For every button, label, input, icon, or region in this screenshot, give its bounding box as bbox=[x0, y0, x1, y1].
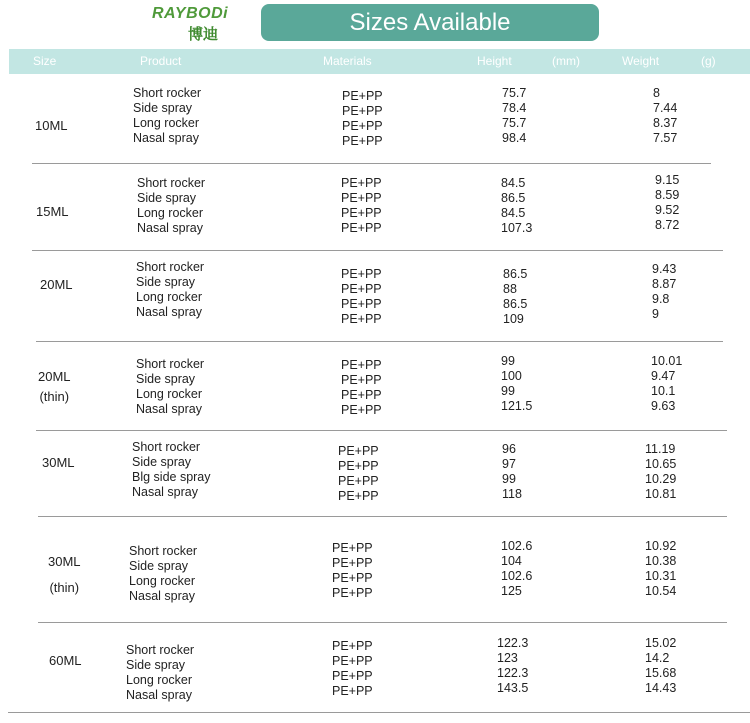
product-name: Long rocker bbox=[126, 673, 193, 687]
product-name: Short rocker bbox=[126, 643, 195, 657]
height-value: 84.5 bbox=[501, 206, 526, 220]
header-size: Size bbox=[33, 54, 57, 68]
product-name: Short rocker bbox=[136, 357, 205, 371]
product-name: Nasal spray bbox=[132, 485, 198, 499]
size-sub-label: (thin) bbox=[39, 389, 70, 404]
weight-value: 8.87 bbox=[652, 277, 677, 291]
material-value: PE+PP bbox=[341, 267, 382, 281]
row-divider bbox=[36, 341, 723, 342]
size-label: 15ML bbox=[36, 204, 69, 219]
material-value: PE+PP bbox=[341, 358, 382, 372]
weight-value: 10.1 bbox=[651, 384, 676, 398]
material-list bbox=[341, 267, 382, 327]
weight-list bbox=[645, 442, 676, 502]
sizes-banner bbox=[261, 4, 599, 41]
weight-value: 8.59 bbox=[655, 188, 680, 202]
product-name: Nasal spray bbox=[133, 131, 199, 145]
weight-list bbox=[655, 173, 679, 233]
weight-value: 14.43 bbox=[645, 681, 677, 695]
weight-value: 10.01 bbox=[651, 354, 683, 368]
material-value: PE+PP bbox=[341, 282, 382, 296]
size-sub-label: (thin) bbox=[49, 580, 80, 595]
product-name: Short rocker bbox=[132, 440, 201, 454]
weight-list bbox=[652, 262, 676, 322]
row-divider bbox=[32, 163, 711, 164]
height-list bbox=[497, 636, 528, 696]
product-name: Short rocker bbox=[133, 86, 202, 100]
weight-value: 10.54 bbox=[645, 584, 677, 598]
material-value: PE+PP bbox=[332, 684, 373, 698]
size-label: 20ML bbox=[40, 277, 73, 292]
row-divider bbox=[38, 622, 727, 623]
height-value: 75.7 bbox=[502, 116, 527, 130]
product-name: Side spray bbox=[132, 455, 192, 469]
size-label: 10ML bbox=[35, 118, 68, 133]
weight-value: 7.44 bbox=[653, 101, 678, 115]
height-value: 96 bbox=[502, 442, 516, 456]
weight-value: 9.8 bbox=[652, 292, 670, 306]
material-value: PE+PP bbox=[342, 134, 383, 148]
height-list bbox=[501, 354, 532, 414]
material-value: PE+PP bbox=[341, 312, 382, 326]
material-value: PE+PP bbox=[341, 388, 382, 402]
product-name: Long rocker bbox=[137, 206, 204, 220]
material-value: PE+PP bbox=[341, 373, 382, 387]
material-value: PE+PP bbox=[342, 119, 383, 133]
product-name: Side spray bbox=[129, 559, 189, 573]
size-label: 30ML (thin) bbox=[48, 554, 81, 595]
material-value: PE+PP bbox=[341, 221, 382, 235]
weight-value: 8 bbox=[653, 86, 660, 100]
header-materials: Materials bbox=[323, 54, 372, 68]
row-divider bbox=[36, 430, 727, 431]
material-value: PE+PP bbox=[332, 556, 373, 570]
product-name: Long rocker bbox=[129, 574, 196, 588]
product-name: Long rocker bbox=[136, 387, 203, 401]
height-list bbox=[501, 539, 532, 599]
weight-value: 10.29 bbox=[645, 472, 677, 486]
header-weight-unit: (g) bbox=[701, 54, 716, 68]
material-value: PE+PP bbox=[332, 654, 373, 668]
height-value: 123 bbox=[497, 651, 518, 665]
height-value: 78.4 bbox=[502, 101, 527, 115]
product-name: Blg side spray bbox=[132, 470, 211, 484]
height-value: 109 bbox=[503, 312, 524, 326]
product-name: Nasal spray bbox=[126, 688, 192, 702]
weight-value: 10.81 bbox=[645, 487, 677, 501]
banner-title: Sizes Available bbox=[349, 9, 511, 36]
material-list bbox=[332, 541, 373, 601]
product-list bbox=[129, 544, 197, 604]
product-list bbox=[136, 260, 204, 320]
height-value: 104 bbox=[501, 554, 522, 568]
weight-list bbox=[645, 539, 676, 599]
material-value: PE+PP bbox=[341, 191, 382, 205]
product-name: Nasal spray bbox=[136, 305, 202, 319]
weight-value: 11.19 bbox=[645, 442, 676, 456]
height-value: 75.7 bbox=[502, 86, 527, 100]
height-value: 86.5 bbox=[501, 191, 526, 205]
height-value: 102.6 bbox=[501, 539, 533, 553]
product-name: Side spray bbox=[136, 275, 196, 289]
height-list bbox=[502, 442, 522, 502]
weight-value: 10.92 bbox=[645, 539, 677, 553]
material-list bbox=[332, 639, 373, 699]
height-value: 118 bbox=[502, 487, 522, 501]
brand-name: RAYBODi bbox=[152, 5, 229, 22]
product-name: Long rocker bbox=[133, 116, 200, 130]
size-label: 60ML bbox=[49, 653, 82, 668]
material-value: PE+PP bbox=[338, 444, 379, 458]
material-value: PE+PP bbox=[338, 489, 379, 503]
height-value: 100 bbox=[501, 369, 522, 383]
height-value: 99 bbox=[501, 384, 515, 398]
height-value: 86.5 bbox=[503, 297, 528, 311]
brand-name-cn: 博迪 bbox=[188, 26, 219, 43]
product-name: Nasal spray bbox=[136, 402, 202, 416]
material-value: PE+PP bbox=[332, 541, 373, 555]
product-name: Nasal spray bbox=[137, 221, 203, 235]
material-list bbox=[341, 358, 382, 418]
row-divider bbox=[32, 250, 723, 251]
header-product: Product bbox=[140, 54, 182, 68]
weight-value: 15.68 bbox=[645, 666, 677, 680]
height-value: 125 bbox=[501, 584, 522, 598]
material-list bbox=[342, 89, 383, 149]
weight-value: 9.43 bbox=[652, 262, 677, 276]
material-value: PE+PP bbox=[342, 89, 383, 103]
material-value: PE+PP bbox=[342, 104, 383, 118]
height-value: 84.5 bbox=[501, 176, 526, 190]
height-value: 122.3 bbox=[497, 636, 529, 650]
product-name: Side spray bbox=[133, 101, 193, 115]
product-list bbox=[132, 440, 211, 500]
height-value: 121.5 bbox=[501, 399, 533, 413]
row-divider bbox=[38, 516, 727, 517]
weight-list bbox=[653, 86, 677, 146]
weight-value: 9.52 bbox=[655, 203, 680, 217]
height-value: 98.4 bbox=[502, 131, 527, 145]
height-value: 102.6 bbox=[501, 569, 533, 583]
material-list bbox=[341, 176, 382, 236]
material-value: PE+PP bbox=[332, 669, 373, 683]
size-label: 20ML (thin) bbox=[38, 369, 71, 404]
material-value: PE+PP bbox=[332, 639, 373, 653]
product-list bbox=[126, 643, 194, 703]
height-list bbox=[502, 86, 526, 146]
product-list bbox=[137, 176, 205, 236]
height-value: 99 bbox=[501, 354, 515, 368]
row-divider bbox=[8, 712, 750, 713]
weight-value: 7.57 bbox=[653, 131, 678, 145]
material-value: PE+PP bbox=[341, 297, 382, 311]
weight-value: 9.47 bbox=[651, 369, 676, 383]
size-label: 30ML bbox=[42, 455, 75, 470]
product-name: Side spray bbox=[126, 658, 186, 672]
product-name: Long rocker bbox=[136, 290, 203, 304]
product-name: Short rocker bbox=[137, 176, 206, 190]
weight-value: 9.15 bbox=[655, 173, 680, 187]
header-weight: Weight bbox=[622, 54, 660, 68]
material-value: PE+PP bbox=[341, 176, 382, 190]
table-header bbox=[9, 49, 750, 74]
material-value: PE+PP bbox=[338, 474, 379, 488]
height-value: 143.5 bbox=[497, 681, 529, 695]
material-value: PE+PP bbox=[338, 459, 379, 473]
height-value: 97 bbox=[502, 457, 516, 471]
header-height: Height bbox=[477, 54, 512, 68]
height-value: 107.3 bbox=[501, 221, 533, 235]
height-value: 122.3 bbox=[497, 666, 529, 680]
material-list bbox=[338, 444, 379, 504]
height-list bbox=[501, 176, 532, 236]
weight-value: 15.02 bbox=[645, 636, 677, 650]
weight-value: 9 bbox=[652, 307, 659, 321]
product-name: Short rocker bbox=[136, 260, 205, 274]
height-list bbox=[503, 267, 527, 327]
height-value: 88 bbox=[503, 282, 517, 296]
product-name: Nasal spray bbox=[129, 589, 195, 603]
weight-value: 10.38 bbox=[645, 554, 677, 568]
brand-logo bbox=[152, 5, 252, 45]
weight-list bbox=[651, 354, 682, 414]
weight-value: 9.63 bbox=[651, 399, 676, 413]
weight-value: 10.31 bbox=[645, 569, 677, 583]
product-list bbox=[133, 86, 201, 146]
product-name: Side spray bbox=[136, 372, 196, 386]
material-value: PE+PP bbox=[332, 571, 373, 585]
weight-value: 8.72 bbox=[655, 218, 680, 232]
weight-value: 8.37 bbox=[653, 116, 678, 130]
product-list bbox=[136, 357, 204, 417]
weight-value: 14.2 bbox=[645, 651, 670, 665]
product-name: Side spray bbox=[137, 191, 197, 205]
weight-list bbox=[645, 636, 676, 696]
header-height-unit: (mm) bbox=[552, 54, 580, 68]
height-value: 99 bbox=[502, 472, 516, 486]
material-value: PE+PP bbox=[341, 403, 382, 417]
material-value: PE+PP bbox=[332, 586, 373, 600]
product-name: Short rocker bbox=[129, 544, 198, 558]
height-value: 86.5 bbox=[503, 267, 528, 281]
material-value: PE+PP bbox=[341, 206, 382, 220]
weight-value: 10.65 bbox=[645, 457, 677, 471]
